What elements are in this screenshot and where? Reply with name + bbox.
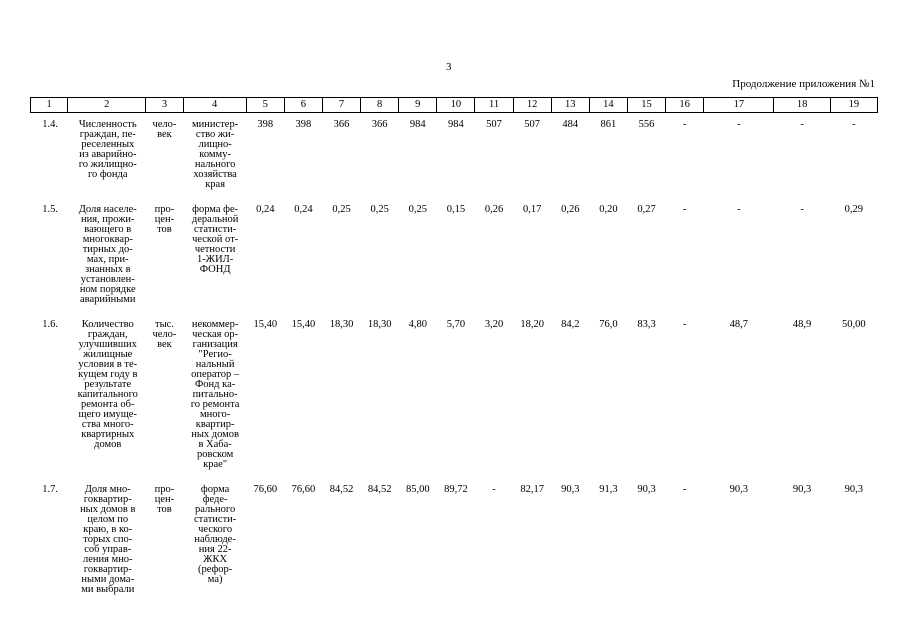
unit-cell: про- цен- тов: [154, 484, 175, 515]
table-row: [31, 313, 878, 478]
value-cell: 398: [295, 119, 312, 130]
value-cell: 85,00: [405, 484, 430, 495]
value-cell: 366: [371, 119, 388, 130]
value-cell: 366: [333, 119, 350, 130]
source-cell: министер- ство жи- лищно- комму- нального хозяйства края: [192, 119, 239, 190]
unit-cell: про- цен- тов: [154, 204, 175, 235]
indicator-name: Численность граждан, пе- реселенных из аварийно- го жилищно- го фонда: [78, 119, 137, 180]
value-cell: 15,40: [253, 319, 278, 330]
value-cell: 556: [638, 119, 655, 130]
unit-cell: тыс. чело- век: [152, 319, 177, 350]
value-cell: 0,25: [408, 204, 427, 215]
table-row: [31, 113, 878, 199]
header-cell: 15: [627, 98, 665, 113]
value-cell: 89,72: [444, 484, 468, 495]
value-cell: 90,3: [561, 484, 580, 495]
header-cell: 12: [513, 98, 551, 113]
value-cell: 0,26: [561, 204, 580, 215]
value-cell: 0,24: [256, 204, 275, 215]
row-number: 1.5.: [42, 204, 58, 215]
value-cell: -: [682, 204, 687, 215]
value-cell: -: [682, 119, 687, 130]
value-cell: 0,25: [370, 204, 389, 215]
value-cell: 398: [257, 119, 274, 130]
header-cell: 18: [774, 98, 830, 113]
table-row: [31, 198, 878, 313]
value-cell: 76,0: [599, 319, 618, 330]
value-cell: 91,3: [599, 484, 618, 495]
value-cell: -: [800, 204, 804, 215]
value-cell: 5,70: [446, 319, 466, 330]
header-cell: 9: [399, 98, 437, 113]
value-cell: -: [492, 484, 496, 495]
row-number: 1.7.: [42, 484, 58, 495]
table-row: [31, 478, 878, 603]
header-cell: 5: [246, 98, 284, 113]
value-cell: 83,3: [637, 319, 656, 330]
indicator-name: Доля населе- ния, прожи- вающего в многоквар- тирных до- мах, при- знанных в установлен- ном порядке аварийными: [78, 204, 137, 305]
header-cell: 1: [31, 98, 68, 113]
header-cell: 6: [284, 98, 322, 113]
source-cell: форма феде- рального статисти- ческого наблюде- ния 22- ЖКХ (рефор- ма): [193, 484, 237, 585]
value-cell: -: [737, 204, 741, 215]
value-cell: 84,52: [329, 484, 354, 495]
value-cell: -: [682, 484, 687, 495]
indicator-name: Количество граждан, улучшивших жилищные условия в те- кущем году в результате капитального ремонта об- щего имуще- ства много- квартирных домов: [77, 319, 138, 450]
value-cell: 50,00: [842, 319, 866, 330]
value-cell: -: [682, 319, 687, 330]
value-cell: 18,30: [329, 319, 354, 330]
header-cell: 19: [830, 98, 877, 113]
value-cell: 48,9: [792, 319, 812, 330]
header-cell: 17: [704, 98, 774, 113]
value-cell: 0,25: [332, 204, 351, 215]
value-cell: 484: [562, 119, 579, 130]
source-cell: некоммер- ческая ор- ганизация "Регио- нальный оператор – Фонд ка- питально- го ремонта много- квартир- ных домов в Хаба- ровском крае": [190, 319, 240, 470]
header-cell: 3: [146, 98, 183, 113]
value-cell: 18,20: [520, 319, 544, 330]
value-cell: 0,24: [294, 204, 313, 215]
value-cell: 3,20: [484, 319, 504, 330]
header-row: [31, 98, 878, 113]
header-cell: 11: [475, 98, 513, 113]
row-number: 1.6.: [42, 319, 58, 330]
value-cell: 90,3: [729, 484, 749, 495]
value-cell: 90,3: [844, 484, 864, 495]
value-cell: 90,3: [637, 484, 656, 495]
value-cell: 984: [409, 119, 426, 130]
value-cell: 0,29: [844, 204, 864, 215]
header-cell: 14: [589, 98, 627, 113]
value-cell: 18,30: [367, 319, 392, 330]
value-cell: 861: [600, 119, 617, 130]
value-cell: 0,20: [599, 204, 618, 215]
value-cell: 76,60: [253, 484, 278, 495]
value-cell: 4,80: [408, 319, 427, 330]
value-cell: -: [800, 119, 804, 130]
value-cell: 0,26: [484, 204, 504, 215]
value-cell: 15,40: [291, 319, 316, 330]
header-cell: 7: [322, 98, 360, 113]
unit-cell: чело- век: [152, 119, 177, 140]
row-number: 1.4.: [42, 119, 58, 130]
indicator-name: Доля мно- гоквартир- ных домов в целом по краю, в ко- торых спо- соб управ- ления мно- гоквартир- ными дома- ми выбрали: [80, 484, 136, 595]
header-cell: 10: [437, 98, 475, 113]
header-cell: 8: [361, 98, 399, 113]
source-cell: форма фе- деральной статисти- ческой от- четности 1-ЖИЛ- ФОНД: [191, 204, 239, 275]
value-cell: 0,27: [637, 204, 656, 215]
value-cell: 76,60: [291, 484, 316, 495]
data-table: [30, 97, 878, 603]
header-cell: 2: [68, 98, 146, 113]
value-cell: 84,2: [561, 319, 580, 330]
value-cell: -: [737, 119, 741, 130]
value-cell: 0,15: [446, 204, 466, 215]
value-cell: 82,17: [520, 484, 544, 495]
page-number: 3: [446, 61, 452, 73]
value-cell: 0,17: [522, 204, 542, 215]
header-cell: 16: [666, 98, 704, 113]
appendix-caption: Продолжение приложения №1: [732, 78, 875, 90]
value-cell: 984: [448, 119, 464, 130]
value-cell: 507: [486, 119, 502, 130]
header-cell: 4: [183, 98, 246, 113]
value-cell: 84,52: [367, 484, 392, 495]
value-cell: 48,7: [729, 319, 749, 330]
value-cell: 507: [524, 119, 541, 130]
value-cell: -: [852, 119, 856, 130]
value-cell: 90,3: [792, 484, 812, 495]
header-cell: 13: [551, 98, 589, 113]
